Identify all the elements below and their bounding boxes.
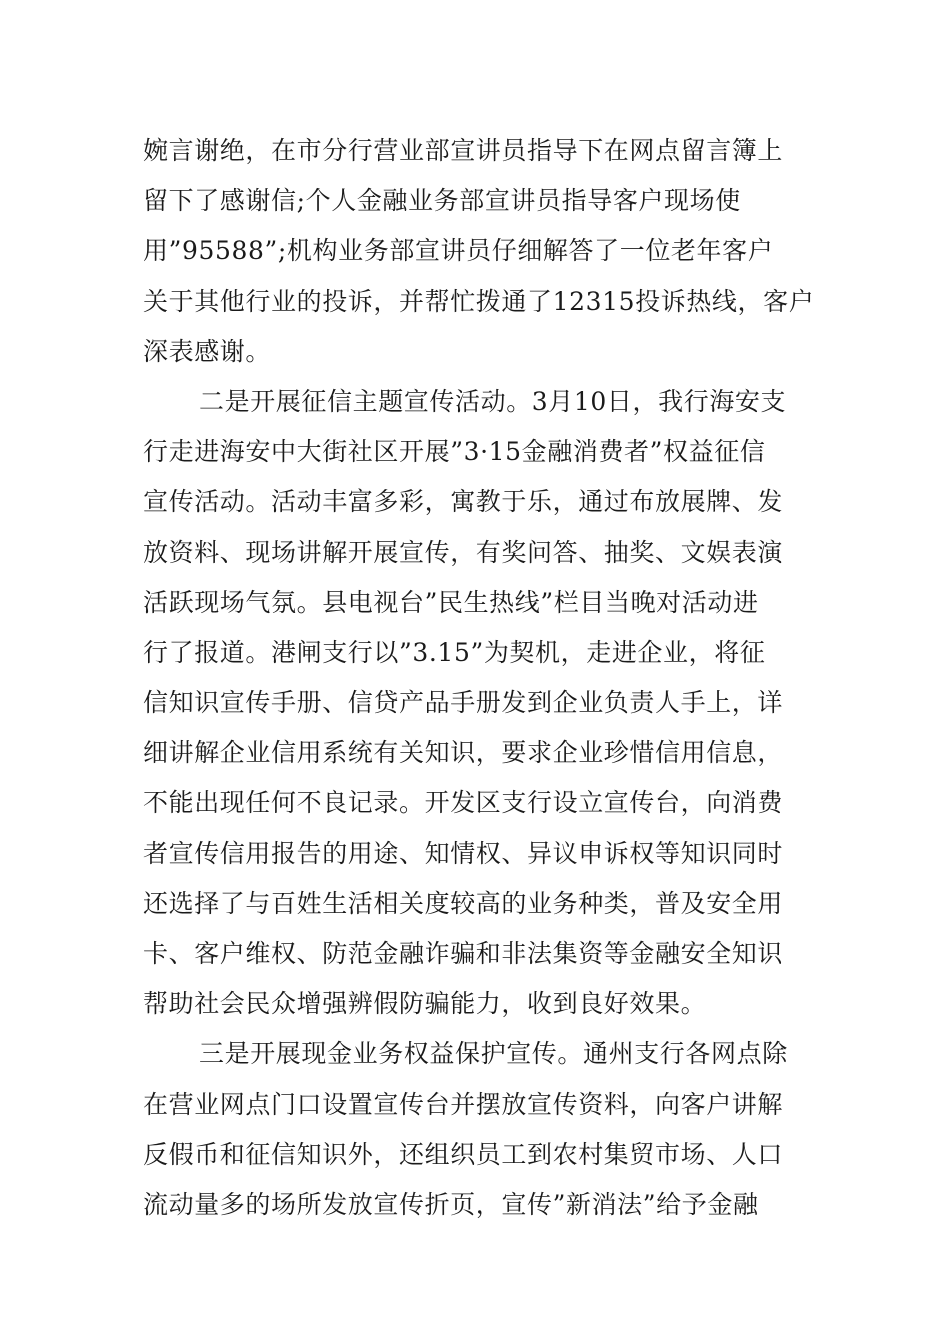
paragraph-1	[143, 126, 815, 377]
text-line: 在营业网点门口设置宣传台并摆放宣传资料，向客户讲解	[143, 1089, 784, 1119]
text-line: 者宣传信用报告的用途、知情权、异议申诉权等知识同时	[143, 838, 784, 868]
paragraph-3	[143, 1029, 811, 1230]
text-line: 三是开展现金业务权益保护宣传。通州支行各网点除	[199, 1039, 788, 1069]
text-line: 行了报道。港闸支行以”3.15”为契机，走进企业，将征	[143, 637, 766, 667]
text-line: 二是开展征信主题宣传活动。3月10日，我行海安支	[199, 386, 787, 416]
text-line: 行走进海安中大街社区开展”3·15金融消费者”权益征信	[143, 437, 766, 467]
text-line: 婉言谢绝，在市分行营业部宣讲员指导下在网点留言簿上	[143, 136, 784, 165]
text-line: 帮助社会民众增强辨假防骗能力，收到良好效果。	[143, 989, 707, 1019]
text-line: 反假币和征信知识外，还组织员工到农村集贸市场、人口	[143, 1139, 784, 1169]
text-line: 还选择了与百姓生活相关度较高的业务种类，普及安全用	[143, 888, 784, 918]
text-line: 卡、客户维权、防范金融诈骗和非法集资等金融安全知识	[143, 939, 784, 968]
text-line: 细讲解企业信用系统有关知识，要求企业珍惜信用信息，	[143, 738, 784, 768]
text-line: 活跃现场气氛。县电视台”民生热线”栏目当晚对活动进	[143, 587, 759, 617]
body-text	[143, 126, 815, 1230]
text-line: 信知识宣传手册、信贷产品手册发到企业负责人手上，详	[143, 688, 784, 718]
text-line: 流动量多的场所发放宣传折页，宣传”新消法”给予金融	[143, 1189, 759, 1219]
text-line: 用”95588”;机构业务部宣讲员仔细解答了一位老年客户	[143, 236, 774, 266]
text-line: 不能出现任何不良记录。开发区支行设立宣传台，向消费	[143, 788, 784, 818]
text-line: 宣传活动。活动丰富多彩，寓教于乐，通过布放展牌、发	[143, 487, 784, 517]
text-line: 留下了感谢信;个人金融业务部宣讲员指导客户现场使	[143, 186, 741, 216]
paragraph-2	[143, 377, 811, 1029]
text-line: 放资料、现场讲解开展宣传，有奖问答、抽奖、文娱表演	[143, 537, 784, 567]
text-line: 关于其他行业的投诉，并帮忙拨通了12315投诉热线，客户	[143, 286, 815, 316]
text-line: 深表感谢。	[143, 336, 272, 366]
